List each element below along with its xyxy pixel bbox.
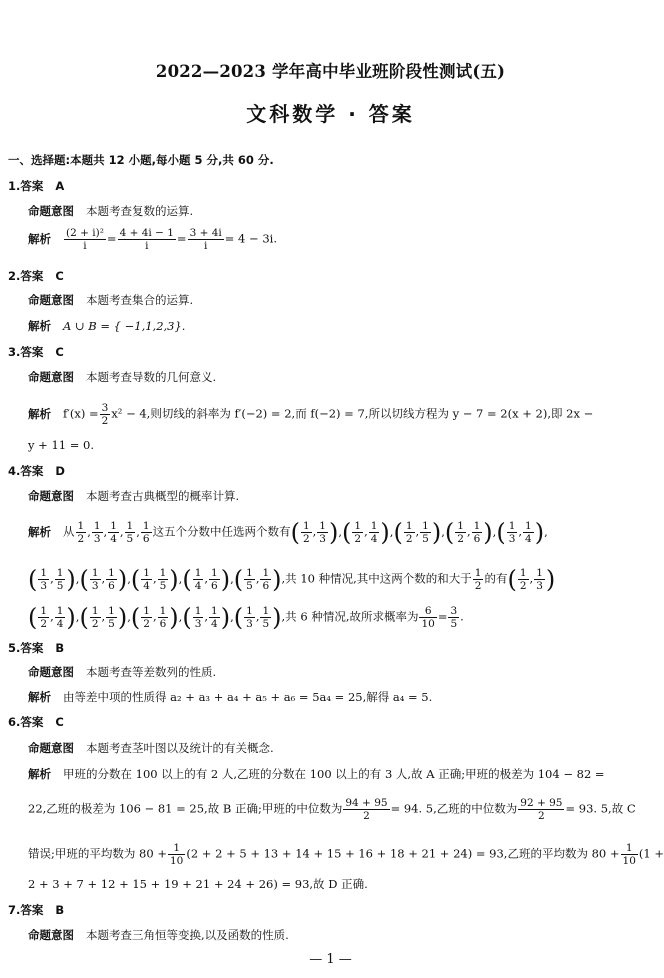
fraction: $\frac{1}{6}$ xyxy=(211,567,218,592)
exam-title: 2022—2023 学年高中毕业班阶段性测试(五) xyxy=(155,62,506,81)
fraction: $\frac{1}{5}$ xyxy=(126,520,134,545)
q6-analysis-line1: 解析 甲班的分数在 100 以上的有 2 人,乙班的分数在 100 以上的有 3 人,故 A 正确;甲班的极差为 104 − 82 = xyxy=(28,767,605,781)
fraction: $\frac{1}{4}$ xyxy=(370,520,378,545)
ordered-pair: ( $\frac{1}{3}$ , $\frac{1}{4}$ ) xyxy=(496,518,545,547)
q4-pair-row3: ( $\frac{1}{2}$ , $\frac{1}{4}$ ),( $\frac{1}{2}$ , $\frac{1}{5}$ ),( $\frac{1}{2}$ , $\frac{1}{6}$ ),( $\frac{1}{3}$ , $\frac{1}{4}$ ),( $\frac{1}{3}$ , $\frac{1}{5}$ ) xyxy=(28,603,282,632)
fraction: $\frac{1}{6}$ xyxy=(159,605,167,630)
q3-analysis-cont: y + 11 = 0. xyxy=(28,438,94,452)
q1-answer: A xyxy=(55,179,65,193)
fraction: $\frac{1}{6}$ xyxy=(108,567,115,592)
q2-answer-line: 2.答案 C xyxy=(8,269,64,283)
fraction: $\frac{1}{3}$ xyxy=(319,520,326,545)
fraction: $\frac{1}{5}$ xyxy=(108,605,115,630)
fraction: $\frac{1}{2}$ xyxy=(143,605,150,630)
fraction: $\frac{1}{2}$ xyxy=(405,520,413,545)
fraction: $\frac{1}{4}$ xyxy=(110,520,117,545)
fraction: $\frac{1}{3}$ xyxy=(194,605,202,630)
fraction: $\frac{1}{2}$ xyxy=(302,520,310,545)
fraction: $\frac{1}{4}$ xyxy=(194,567,202,592)
fraction: $\frac{1}{4}$ xyxy=(56,605,64,630)
q3-intent-line: 命题意图 本题考查导数的几何意义. xyxy=(28,370,217,384)
q4-pair-row2b xyxy=(507,565,556,594)
q7-answer-line: 7.答案 B xyxy=(8,903,65,917)
q4-analysis-line2: ( $\frac{1}{3}$ , $\frac{1}{5}$ ),( $\frac{1}{3}$ , $\frac{1}{6}$ ),( $\frac{1}{4}$ , $\frac{1}{5}$ ),( $\frac{1}{4}$ , $\frac{1}{6}$ ),( $\frac{1}{5}$ , $\frac{1}{6}$ ),共 10 种情况,其中这两个数的和大于 $\frac{1}{2}$ 的有( $\frac{1}{2}$ , $\frac{1}{3}$ ) xyxy=(28,565,556,594)
ordered-pair: ( $\frac{1}{2}$ , $\frac{1}{3}$ ) xyxy=(507,565,556,594)
fraction: $\frac{1}{5}$ xyxy=(262,605,270,630)
fraction: $\frac{1}{2}$ xyxy=(40,605,48,630)
q6-intent-line: 命题意图 本题考查茎叶图以及统计的有关概念. xyxy=(28,741,274,755)
exam-subtitle: 文科数学 · 答案 xyxy=(246,102,415,126)
q1-frac-a: $\frac{\text{(2 + i)²}}{i}$ xyxy=(66,227,104,252)
q4-pair-row2: ( $\frac{1}{3}$ , $\frac{1}{5}$ ),( $\frac{1}{3}$ , $\frac{1}{6}$ ),( $\frac{1}{4}$ , $\frac{1}{5}$ ),( $\frac{1}{4}$ , $\frac{1}{6}$ ),( $\frac{1}{5}$ , $\frac{1}{6}$ ) xyxy=(28,565,282,594)
fraction: $\frac{1}{2}$ xyxy=(519,567,527,592)
fraction: $\frac{1}{5}$ xyxy=(159,567,167,592)
fraction: $\frac{1}{2}$ xyxy=(354,520,362,545)
q1-frac-b: $\frac{4 + 4i - 1}{i}$ xyxy=(119,227,174,252)
q2-analysis-line: 解析 A ∪ B = { −1,1,2,3}. xyxy=(28,319,186,333)
ordered-pair: ( $\frac{1}{2}$ , $\frac{1}{6}$ ) xyxy=(130,603,179,632)
ordered-pair: ( $\frac{1}{2}$ , $\frac{1}{6}$ ) xyxy=(444,518,493,547)
q6-analysis-line3: 错误;甲班的平均数为 80 + $\frac{1}{10}$ (2 + 2 + 5 + 13 + 14 + 15 + 16 + 18 + 21 + 24) = 93,乙班的平均数为 80 + $\frac{1}{10}$ (1 + xyxy=(28,842,664,867)
ordered-pair: ( $\frac{1}{2}$ , $\frac{1}{4}$ ) xyxy=(28,603,76,632)
q3-answer-line: 3.答案 C xyxy=(8,345,64,359)
q1-intent: 本题考查复数的运算. xyxy=(86,204,194,218)
fraction: $\frac{1}{4}$ xyxy=(143,567,150,592)
fraction: $\frac{1}{5}$ xyxy=(56,567,64,592)
fraction: $\frac{1}{3}$ xyxy=(508,520,516,545)
fraction: $\frac{1}{6}$ xyxy=(262,567,270,592)
fraction: $\frac{1}{3}$ xyxy=(93,520,101,545)
fraction: $\frac{1}{3}$ xyxy=(40,567,48,592)
q1-frac-c: $\frac{3 + 4i}{i}$ xyxy=(189,227,222,252)
fraction: $\frac{1}{2}$ xyxy=(91,605,99,630)
q4-answer-line: 4.答案 D xyxy=(8,464,65,478)
ordered-pair: ( $\frac{1}{3}$ , $\frac{1}{4}$ ) xyxy=(182,603,231,632)
fraction: $\frac{1}{5}$ xyxy=(246,567,253,592)
q4-fraction-list: $\frac{1}{2}$ , $\frac{1}{3}$ , $\frac{1}{4}$ , $\frac{1}{5}$ , $\frac{1}{6}$ xyxy=(77,520,150,545)
ordered-pair: ( $\frac{1}{2}$ , $\frac{1}{5}$ ) xyxy=(79,603,128,632)
ordered-pair: ( $\frac{1}{2}$ , $\frac{1}{4}$ ) xyxy=(342,518,390,547)
q4-analysis-line3: ( $\frac{1}{2}$ , $\frac{1}{4}$ ),( $\frac{1}{2}$ , $\frac{1}{5}$ ),( $\frac{1}{2}$ , $\frac{1}{6}$ ),( $\frac{1}{3}$ , $\frac{1}{4}$ ),( $\frac{1}{3}$ , $\frac{1}{5}$ ),共 6 种情况,故所求概率为 $\frac{6}{10}$ = $\frac{3}{5}$ . xyxy=(28,603,464,632)
fraction: $\frac{1}{2}$ xyxy=(457,520,464,545)
q6-analysis-line2: 22,乙班的极差为 106 − 81 = 25,故 B 正确;甲班的中位数为 $\frac{94 + 95}{2}$ = 94. 5,乙班的中位数为 $\frac{92 + 95}{2}$ = 93. 5,故 C xyxy=(28,797,636,822)
ordered-pair: ( $\frac{1}{2}$ , $\frac{1}{3}$ ) xyxy=(290,518,339,547)
q4-pair-row1: ( $\frac{1}{2}$ , $\frac{1}{3}$ ),( $\frac{1}{2}$ , $\frac{1}{4}$ ),( $\frac{1}{2}$ , $\frac{1}{5}$ ),( $\frac{1}{2}$ , $\frac{1}{6}$ ),( $\frac{1}{3}$ , $\frac{1}{4}$ ), xyxy=(290,518,548,547)
ordered-pair: ( $\frac{1}{3}$ , $\frac{1}{5}$ ) xyxy=(28,565,76,594)
q5-analysis-line: 解析 由等差中项的性质得 a₂ + a₃ + a₄ + a₅ + a₆ = 5a₄ = 25,解得 a₄ = 5. xyxy=(28,690,433,704)
ordered-pair: ( $\frac{1}{4}$ , $\frac{1}{6}$ ) xyxy=(182,565,231,594)
page-number: — 1 — xyxy=(309,952,352,967)
fraction: $\frac{1}{5}$ xyxy=(422,520,429,545)
q7-intent-line: 命题意图 本题考查三角恒等变换,以及函数的性质. xyxy=(28,928,289,942)
fraction: $\frac{1}{2}$ xyxy=(77,520,85,545)
ordered-pair: ( $\frac{1}{2}$ , $\frac{1}{5}$ ) xyxy=(393,518,442,547)
ordered-pair: ( $\frac{1}{3}$ , $\frac{1}{6}$ ) xyxy=(79,565,128,594)
fraction: $\frac{1}{4}$ xyxy=(525,520,532,545)
fraction: $\frac{1}{3}$ xyxy=(246,605,253,630)
fraction: $\frac{1}{6}$ xyxy=(142,520,150,545)
q6-answer-line: 6.答案 C xyxy=(8,715,64,729)
ordered-pair: ( $\frac{1}{5}$ , $\frac{1}{6}$ ) xyxy=(233,565,282,594)
fraction: $\frac{1}{4}$ xyxy=(211,605,218,630)
q5-intent-line: 命题意图 本题考查等差数列的性质. xyxy=(28,665,217,679)
q6-analysis-line4: 2 + 3 + 7 + 12 + 15 + 19 + 21 + 24 + 26) = 93,故 D 正确. xyxy=(28,877,368,891)
fraction: $\frac{1}{6}$ xyxy=(473,520,481,545)
q3-analysis-line: 解析 f′(x) = $\frac{3}{2}$ x² − 4,则切线的斜率为 f′(−2) = 2,而 f(−2) = 7,所以切线方程为 y − 7 = 2(x + 2),即 2x − xyxy=(28,402,594,427)
q4-analysis-line1: 解析 从 $\frac{1}{2}$ , $\frac{1}{3}$ , $\frac{1}{4}$ , $\frac{1}{5}$ , $\frac{1}{6}$ 这五个分数中任选两个数有( $\frac{1}{2}$ , $\frac{1}{3}$ ),( $\frac{1}{2}$ , $\frac{1}{4}$ ),( $\frac{1}{2}$ , $\frac{1}{5}$ ),( $\frac{1}{2}$ , $\frac{1}{6}$ ),( $\frac{1}{3}$ , $\frac{1}{4}$ ), xyxy=(28,518,548,547)
q1-intent-line: 命题意图 本题考查复数的运算. xyxy=(28,204,194,218)
ordered-pair: ( $\frac{1}{4}$ , $\frac{1}{5}$ ) xyxy=(130,565,179,594)
q1-answer-line: 1.答案 A xyxy=(8,179,65,193)
q2-intent-line: 命题意图 本题考查集合的运算. xyxy=(28,293,194,307)
section-heading: 一、选择题:本题共 12 小题,每小题 5 分,共 60 分. xyxy=(8,153,274,167)
q1-analysis-line: 解析 $\frac{\text{(2 + i)²}}{i}$ = $\frac{4 + 4i - 1}{i}$ = $\frac{3 + 4i}{i}$ = 4 − 3i. xyxy=(28,227,277,252)
q4-intent-line: 命题意图 本题考查古典概型的概率计算. xyxy=(28,489,240,503)
q5-answer-line: 5.答案 B xyxy=(8,641,65,655)
q2-answer: C xyxy=(55,269,64,283)
fraction: $\frac{1}{3}$ xyxy=(536,567,543,592)
ordered-pair: ( $\frac{1}{3}$ , $\frac{1}{5}$ ) xyxy=(233,603,282,632)
fraction: $\frac{1}{3}$ xyxy=(91,567,99,592)
